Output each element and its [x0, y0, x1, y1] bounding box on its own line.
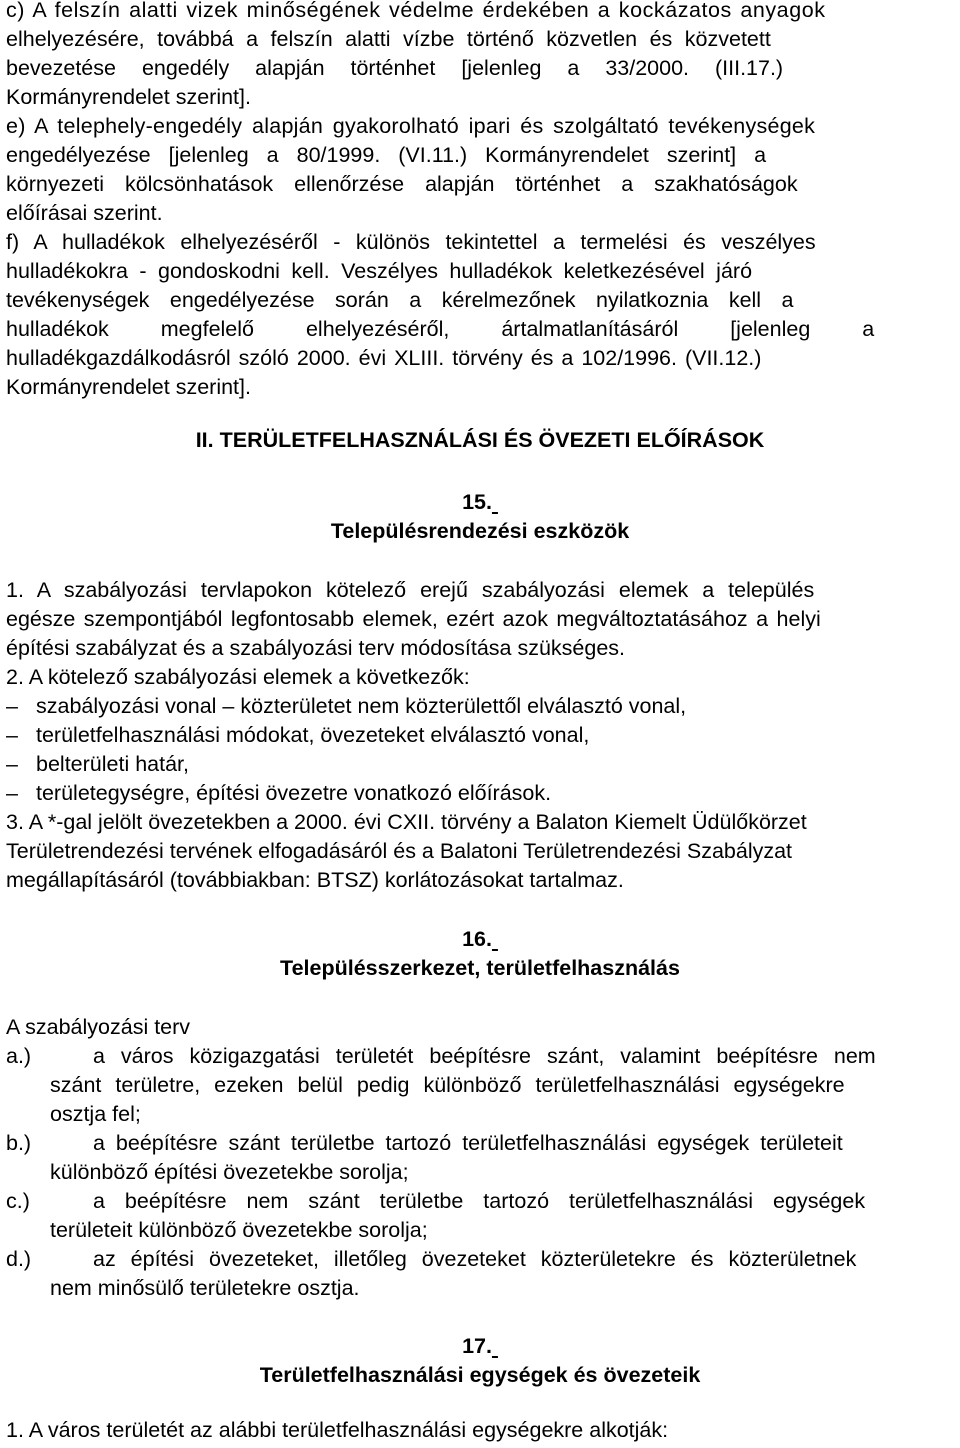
- para-17-number: [0, 1336, 960, 1358]
- bullet-text: szabályozási vonal – közterületet nem közterülettől elválasztó vonal,: [36, 694, 687, 718]
- bullet-item: [6, 696, 960, 718]
- para-15-p1-line-3: építési szabályzat és a szabályozási terv módosítása szükséges.: [6, 636, 626, 660]
- section-f-line-1: f) A hulladékok elhelyezéséről - különös tekintettel a termelési és veszélyes: [6, 230, 816, 254]
- para-15-title: Településrendezési eszközök: [330, 519, 630, 543]
- para-17-p1: 1. A város területét az alábbi területfelhasználási egységekre alkotják:: [6, 1418, 669, 1442]
- item-d-line-2: nem minősülő területekre osztja.: [50, 1276, 360, 1300]
- bullet-text: területfelhasználási módokat, övezeteket elválasztó vonal,: [36, 723, 590, 747]
- para-15-p1-line-2: egésze szempontjából legfontosabb elemek, ezért azok megváltoztatásához a helyi: [6, 607, 821, 631]
- section-f-line-4: hulladékok megfelelő elhelyezéséről, ártalmatlanításáról [jelenleg a: [6, 317, 875, 341]
- section-c-line-3: bevezetése engedély alapján történhet [jelenleg a 33/2000. (III.17.): [6, 56, 784, 80]
- section-f-line-6: Kormányrendelet szerint].: [6, 375, 251, 399]
- bullet-text: területegységre, építési övezetre vonatkozó előírások.: [36, 781, 552, 805]
- para-16-number-text: 16.: [462, 927, 492, 951]
- bullet-item: [6, 754, 960, 776]
- dash-icon: –: [6, 694, 18, 718]
- item-letter-c: c.): [6, 1189, 30, 1213]
- item-b-line-1: a beépítésre szánt területbe tartozó területfelhasználási egységek területeit: [93, 1131, 843, 1155]
- section-sign-underline: [492, 927, 498, 951]
- item-c-line-2: területeit különböző övezetekbe sorolja;: [50, 1218, 428, 1242]
- section-f-line-3: tevékenységek engedélyezése során a kérelmezőnek nyilatkoznia kell a: [6, 288, 794, 312]
- chapter-title: II. TERÜLETFELHASZNÁLÁSI ÉS ÖVEZETI ELŐÍRÁSOK: [195, 428, 765, 452]
- item-letter-a: a.): [6, 1044, 32, 1068]
- bullet-item: [6, 783, 960, 805]
- para-15-p3-line-3: megállapításáról (továbbiakban: BTSZ) korlátozásokat tartalmaz.: [6, 868, 624, 892]
- para-15-number: [0, 492, 960, 514]
- section-c-line-2: elhelyezésére, továbbá a felszín alatti vízbe történő közvetlen és közvetett: [6, 27, 771, 51]
- section-f-line-5: hulladékgazdálkodásról szóló 2000. évi XLIII. törvény és a 102/1996. (VII.12.): [6, 346, 762, 370]
- item-c-line-1: a beépítésre nem szánt területbe tartozó területfelhasználási egységek: [93, 1189, 866, 1213]
- para-15-number-text: 15.: [462, 490, 492, 514]
- para-17-title: Területfelhasználási egységek és övezeteik: [259, 1363, 701, 1387]
- item-d-line-1: az építési övezeteket, illetőleg övezeteket közterületekre és közterületnek: [93, 1247, 857, 1271]
- dash-icon: –: [6, 781, 18, 805]
- para-15-p3-line-1: 3. A *-gal jelölt övezetekben a 2000. évi CXII. törvény a Balaton Kiemelt Üdülőkörzet: [6, 810, 807, 834]
- dash-icon: –: [6, 752, 18, 776]
- dash-icon: –: [6, 723, 18, 747]
- item-letter-d: d.): [6, 1247, 32, 1271]
- para-15-p2-intro: 2. A kötelező szabályozási elemek a következők:: [6, 665, 470, 689]
- para-17-number-text: 17.: [462, 1334, 492, 1358]
- item-b-line-2: különböző építési övezetekbe sorolja;: [50, 1160, 409, 1184]
- section-f-line-2: hulladékokra - gondoskodni kell. Veszélyes hulladékok keletkezésével járó: [6, 259, 753, 283]
- para-16-intro: A szabályozási terv: [6, 1015, 191, 1039]
- section-sign-underline: [492, 1334, 498, 1358]
- section-e-line-1: e) A telephely-engedély alapján gyakorolható ipari és szolgáltató tevékenységek: [6, 114, 816, 138]
- section-sign-underline: [492, 490, 498, 514]
- item-a-line-1: a város közigazgatási területét beépítésre szánt, valamint beépítésre nem: [93, 1044, 876, 1068]
- para-15-p1-line-1: 1. A szabályozási tervlapokon kötelező erejű szabályozási elemek a település: [6, 578, 815, 602]
- para-16-number: [0, 929, 960, 951]
- bullet-text: belterületi határ,: [36, 752, 189, 776]
- item-a-line-2: szánt területre, ezeken belül pedig különböző területfelhasználási egységekre: [50, 1073, 845, 1097]
- para-16-title: Településszerkezet, területfelhasználás: [280, 956, 680, 980]
- item-a-line-3: osztja fel;: [50, 1102, 141, 1126]
- para-15-p3-line-2: Területrendezési tervének elfogadásáról és a Balatoni Területrendezési Szabályzat: [6, 839, 793, 863]
- section-e-line-3: környezeti kölcsönhatások ellenőrzése alapján történhet a szakhatóságok: [6, 172, 798, 196]
- bullet-item: [6, 725, 960, 747]
- item-letter-b: b.): [6, 1131, 32, 1155]
- section-e-line-4: előírásai szerint.: [6, 201, 163, 225]
- section-c-line-1: c) A felszín alatti vizek minőségének védelme érdekében a kockázatos anyagok: [6, 0, 826, 22]
- section-c-line-4: Kormányrendelet szerint].: [6, 85, 251, 109]
- section-e-line-2: engedélyezése [jelenleg a 80/1999. (VI.11.) Kormányrendelet szerint] a: [6, 143, 767, 167]
